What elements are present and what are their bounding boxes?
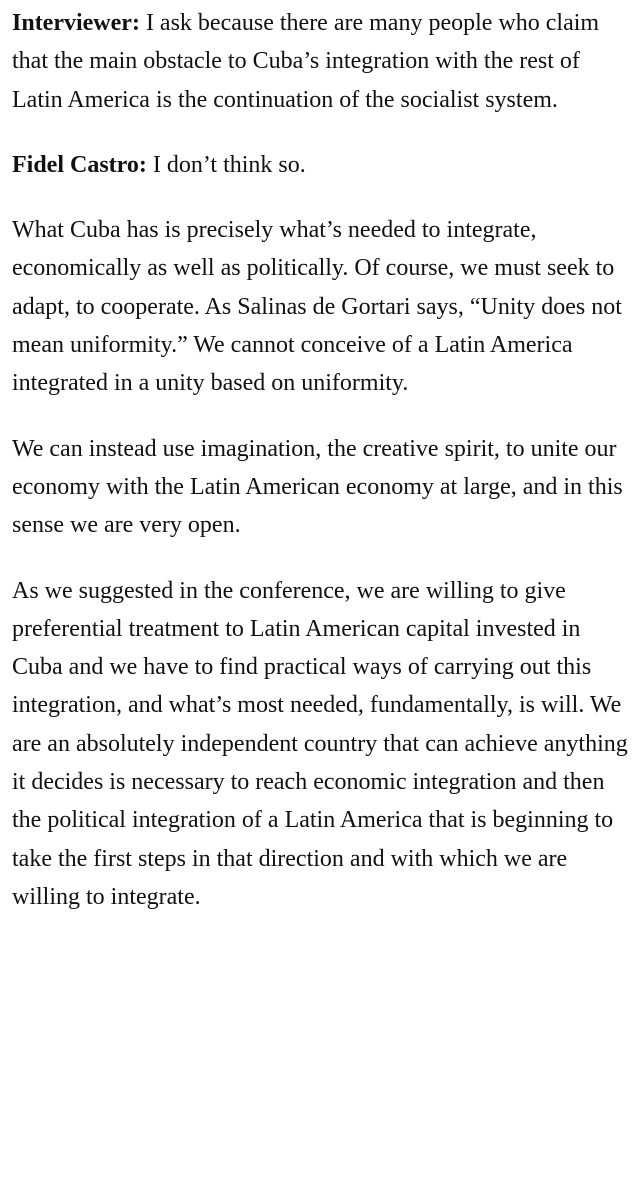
speaker-label-interviewer: Interviewer: — [12, 10, 140, 36]
paragraph-text: I ask because there are many people who claim that the main obstacle to Cuba’s integration with the rest of Latin America is the continuation of the socialist system. — [12, 10, 600, 113]
paragraph-text: I don’t think so. — [146, 151, 306, 178]
paragraph-castro-reply — [12, 146, 631, 184]
paragraph-imagination: We can instead use imagination, the creative spirit, to unite our economy with the Latin American economy at large, and in this sense we are very open. — [12, 435, 623, 539]
speaker-label-fidel-castro: Fidel Castro: — [12, 151, 147, 178]
paragraph-interviewer-question — [12, 4, 631, 119]
paragraph-preferential-treatment: As we suggested in the conference, we are willing to give preferential treatment to Latin American capital invested in Cuba and we have to find practical ways of carrying out this integration, and what’s most needed, fundamentally, is will. We are an absolutely independent country that can achieve anything it decides is necessary to reach economic integration and then the political integration of a Latin America that is beginning to take the first steps in that direction and with which we are willing to integrate. — [12, 577, 628, 910]
paragraph-integration: What Cuba has is precisely what’s needed to integrate, economically as well as politically. Of course, we must seek to adapt, to cooperate. As Salinas de Gortari says, “Unity does not mean uniformity.” We cannot conceive of a Latin America integrated in a unity based on uniformity. — [12, 217, 622, 397]
